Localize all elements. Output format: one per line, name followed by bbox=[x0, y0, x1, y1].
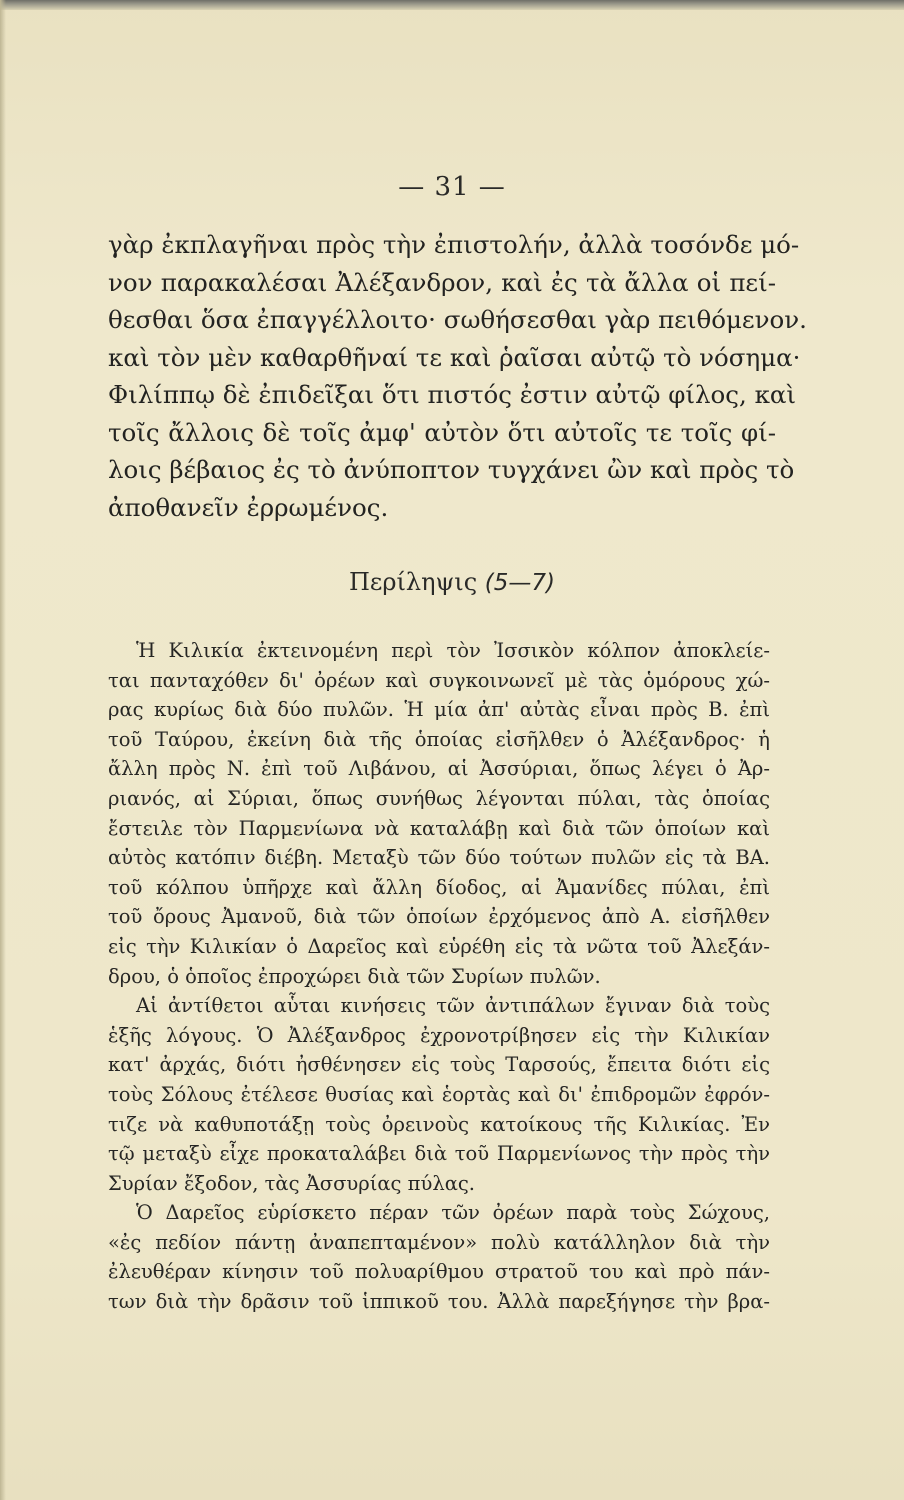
page-left-edge bbox=[0, 0, 6, 1500]
summary-line: ἔστειλε τὸν Παρμενίωνα νὰ καταλάβῃ καὶ διὰ τῶν ὁποίων καὶ bbox=[108, 816, 770, 840]
text-line: ἀποθανεῖν ἐρρωμένος. bbox=[108, 492, 389, 522]
summary-line: τῷ μεταξὺ εἶχε προκαταλάβει διὰ τοῦ Παρμενίωνος τὴν πρὸς τὴν bbox=[108, 1142, 770, 1166]
summary-line: εἰς τὴν Κιλικίαν ὁ Δαρεῖος καὶ εὑρέθη εἰς τὰ νῶτα τοῦ Ἀλεξάν- bbox=[108, 934, 770, 958]
summary-line: ρας κυρίως διὰ δύο πυλῶν. Ἡ μία ἀπ' αὐτὰς εἶναι πρὸς Β. ἐπὶ bbox=[108, 698, 770, 722]
section-title: Περίληψις bbox=[348, 568, 478, 596]
summary-line: δρου, ὁ ὁποῖος ἐπροχώρει διὰ τῶν Συρίων πυλῶν. bbox=[108, 964, 601, 988]
summary-line: κατ' ἀρχάς, διότι ἠσθένησεν εἰς τοὺς Ταρσούς, ἔπειτα διότι εἰς bbox=[108, 1053, 770, 1077]
text-line: λοις βέβαιος ἐς τὸ ἀνύποπτον τυγχάνει ὢν καὶ πρὸς τὸ bbox=[108, 455, 795, 484]
summary-line: ἐλευθέραν κίνησιν τοῦ πολυαρίθμου στρατοῦ του καὶ πρὸ πάν- bbox=[108, 1260, 770, 1284]
section-heading bbox=[0, 568, 904, 596]
section-range: (5—7) bbox=[484, 570, 555, 596]
summary-line: «ἐς πεδίον πάντῃ ἀναπεπταμένον» πολὺ κατάλληλον διὰ τὴν bbox=[108, 1230, 770, 1254]
main-paragraph bbox=[108, 226, 807, 526]
summary-line: τοῦ κόλπου ὑπῆρχε καὶ ἄλλη δίοδος, αἱ Ἀμανίδες πύλαι, ἐπὶ bbox=[108, 875, 770, 899]
summary-paragraphs bbox=[108, 636, 770, 1317]
summary-line: τοῦ ὄρους Ἀμανοῦ, διὰ τῶν ὁποίων ἐρχόμενος ἀπὸ Α. εἰσῆλθεν bbox=[108, 905, 770, 929]
text-line: νον παρακαλέσαι Ἀλέξανδρον, καὶ ἐς τὰ ἄλλα οἱ πεί- bbox=[108, 267, 776, 297]
text-line: γὰρ ἐκπλαγῆναι πρὸς τὴν ἐπιστολήν, ἀλλὰ τοσόνδε μό- bbox=[108, 230, 800, 259]
summary-line: ἑξῆς λόγους. Ὁ Ἀλέξανδρος ἐχρονοτρίβησεν εἰς τὴν Κιλικίαν bbox=[108, 1023, 770, 1047]
page-number: — 31 — bbox=[398, 172, 506, 202]
text-line: θεσθαι ὅσα ἐπαγγέλλοιτο· σωθήσεσθαι γὰρ πειθόμενον. bbox=[108, 305, 807, 334]
summary-line: ἄλλη πρὸς Ν. ἐπὶ τοῦ Λιβάνου, αἱ Ἀσσύριαι, ὅπως λέγει ὁ Ἀρ- bbox=[108, 757, 770, 781]
summary-line: Ἡ Κιλικία ἐκτεινομένη περὶ τὸν Ἰσσικὸν κόλπον ἀποκλείε- bbox=[136, 639, 770, 662]
summary-line: Αἱ ἀντίθετοι αὗται κινήσεις τῶν ἀντιπάλων ἔγιναν διὰ τοὺς bbox=[136, 994, 770, 1018]
text-line: καὶ τὸν μὲν καθαρθῆναί τε καὶ ῥαῖσαι αὐτῷ τὸ νόσημα· bbox=[108, 342, 801, 372]
summary-line: ριανός, αἱ Σύριαι, ὅπως συνήθως λέγονται πύλαι, τὰς ὁποίας bbox=[108, 786, 770, 810]
summary-line: τιζε νὰ καθυποτάξῃ τοὺς ὀρεινοὺς κατοίκους τῆς Κιλικίας. Ἐν bbox=[108, 1112, 770, 1136]
summary-line: τοὺς Σόλους ἐτέλεσε θυσίας καὶ ἑορτὰς καὶ δι' ἐπιδρομῶν ἐφρόν- bbox=[108, 1082, 770, 1106]
summary-line: τοῦ Ταύρου, ἐκείνη διὰ τῆς ὁποίας εἰσῆλθεν ὁ Ἀλέξανδρος· ἡ bbox=[108, 727, 770, 751]
summary-line: αὐτὸς κατόπιν διέβη. Μεταξὺ τῶν δύο τούτων πυλῶν εἰς τὰ ΒΑ. bbox=[108, 846, 770, 870]
summary-line: Συρίαν ἔξοδον, τὰς Ἀσσυρίας πύλας. bbox=[108, 1171, 475, 1195]
text-line: τοῖς ἄλλοις δὲ τοῖς ἀμφ' αὐτὸν ὅτι αὐτοῖς τε τοῖς φί- bbox=[108, 417, 776, 447]
summary-line: ται πανταχόθεν δι' ὀρέων καὶ συγκοινωνεῖ μὲ τὰς ὁμόρους χώ- bbox=[108, 668, 770, 692]
summary-line: των διὰ τὴν δρᾶσιν τοῦ ἱππικοῦ του. Ἀλλὰ παρεξήγησε τὴν βρα- bbox=[108, 1290, 770, 1314]
text-line: Φιλίππῳ δὲ ἐπιδεῖξαι ὅτι πιστός ἐστιν αὐτῷ φίλος, καὶ bbox=[108, 380, 797, 409]
summary-line: Ὁ Δαρεῖος εὑρίσκετο πέραν τῶν ὀρέων παρὰ τοὺς Σώχους, bbox=[136, 1201, 770, 1225]
page-top-edge bbox=[0, 0, 904, 10]
